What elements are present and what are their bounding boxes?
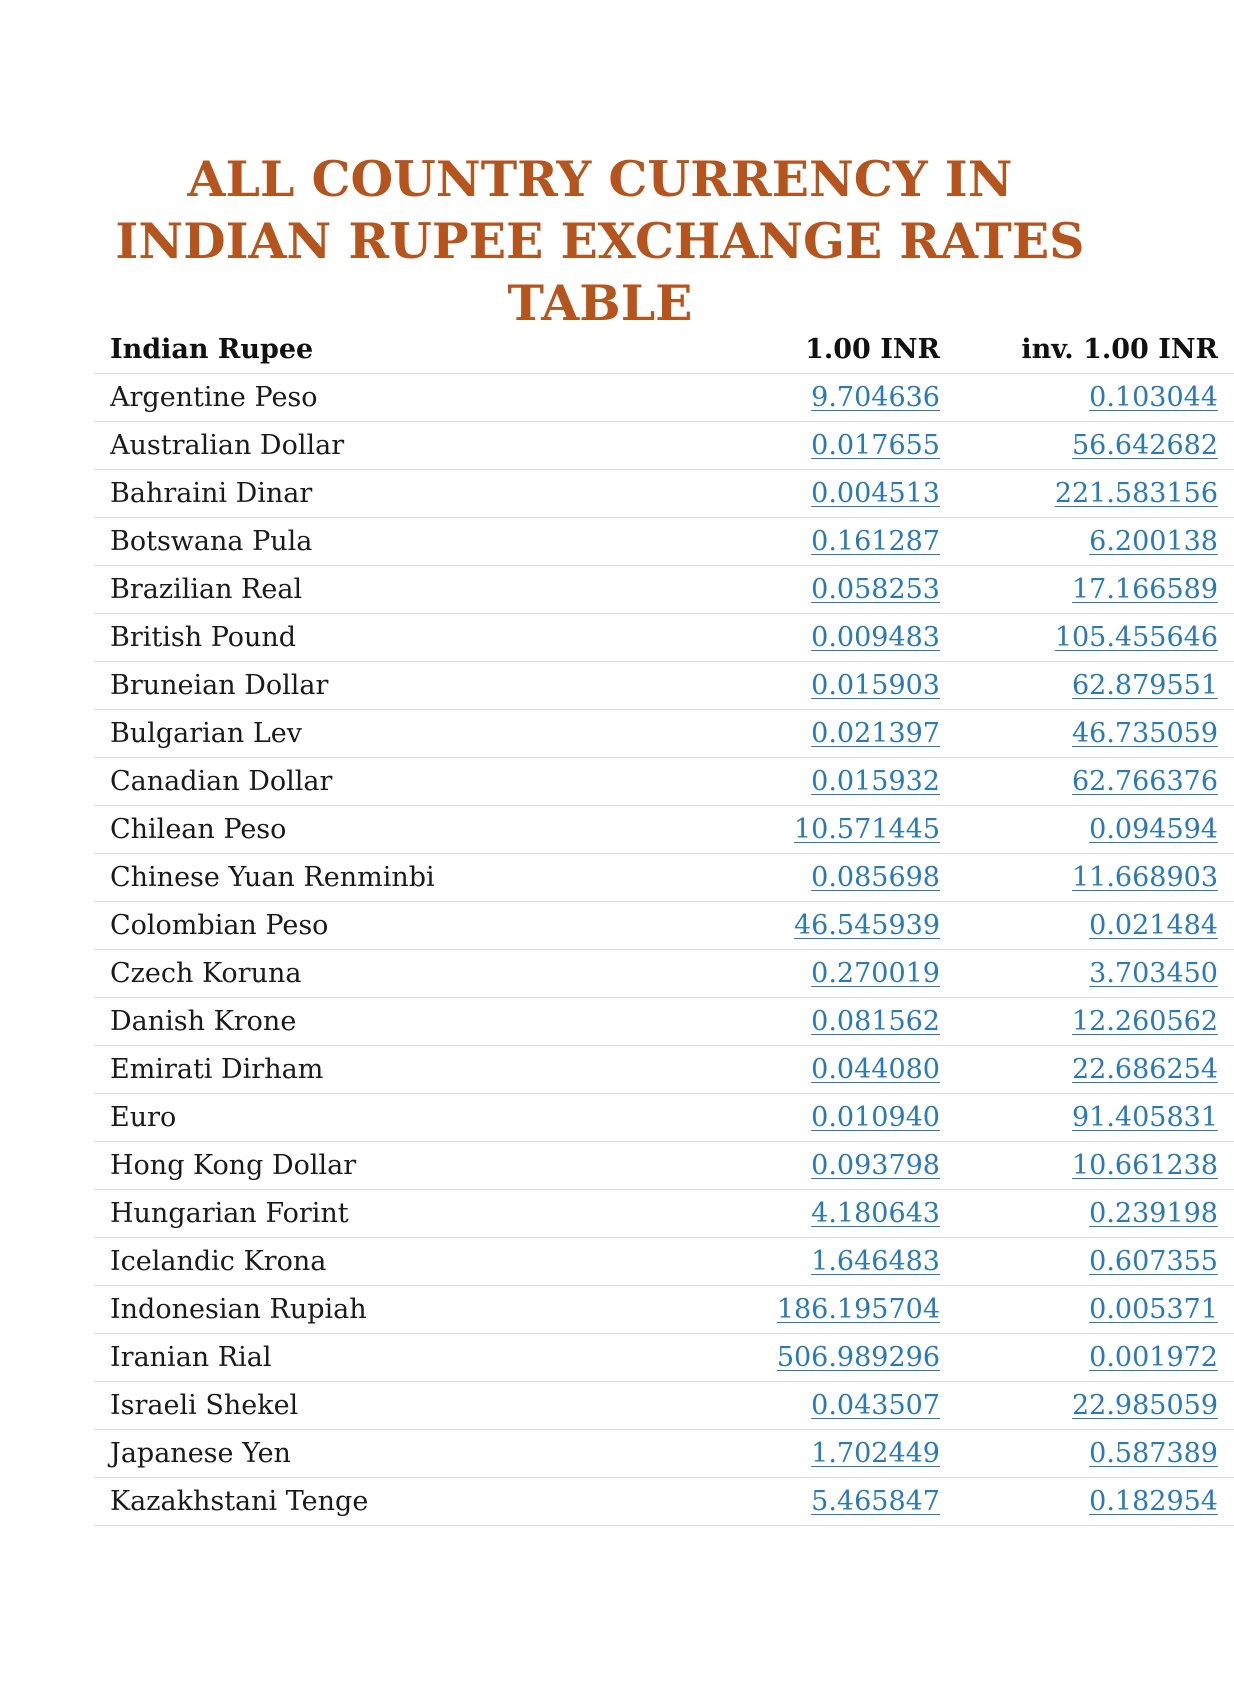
header-rate: 1.00 INR bbox=[670, 326, 940, 374]
currency-name: Danish Krone bbox=[94, 998, 670, 1046]
currency-name: Israeli Shekel bbox=[94, 1382, 670, 1430]
table-row bbox=[94, 1382, 1234, 1430]
rate-link[interactable]: 1.646483 bbox=[811, 1246, 940, 1277]
rate-cell bbox=[670, 902, 940, 950]
currency-name: Kazakhstani Tenge bbox=[94, 1478, 670, 1526]
rate-cell bbox=[670, 1286, 940, 1334]
currency-name: Argentine Peso bbox=[94, 374, 670, 422]
currency-name: Hong Kong Dollar bbox=[94, 1142, 670, 1190]
table-row bbox=[94, 998, 1234, 1046]
currency-name: Icelandic Krona bbox=[94, 1238, 670, 1286]
inverse-rate-cell bbox=[940, 614, 1234, 662]
currency-name: Chinese Yuan Renminbi bbox=[94, 854, 670, 902]
rate-link[interactable]: 0.009483 bbox=[811, 622, 940, 653]
inverse-rate-cell bbox=[940, 1238, 1234, 1286]
inverse-rate-link[interactable]: 17.166589 bbox=[1071, 574, 1218, 605]
rate-link[interactable]: 0.043507 bbox=[811, 1390, 940, 1421]
inverse-rate-cell bbox=[940, 806, 1234, 854]
table-row bbox=[94, 374, 1234, 422]
table-row bbox=[94, 1046, 1234, 1094]
rate-link[interactable]: 9.704636 bbox=[811, 382, 940, 413]
rate-cell bbox=[670, 518, 940, 566]
rate-link[interactable]: 0.017655 bbox=[811, 430, 940, 461]
inverse-rate-cell bbox=[940, 422, 1234, 470]
rate-cell bbox=[670, 1430, 940, 1478]
inverse-rate-link[interactable]: 0.103044 bbox=[1089, 382, 1218, 413]
currency-name: Canadian Dollar bbox=[94, 758, 670, 806]
table-row bbox=[94, 902, 1234, 950]
table-row bbox=[94, 806, 1234, 854]
inverse-rate-link[interactable]: 46.735059 bbox=[1071, 718, 1218, 749]
currency-name: Iranian Rial bbox=[94, 1334, 670, 1382]
inverse-rate-link[interactable]: 22.686254 bbox=[1071, 1054, 1218, 1085]
inverse-rate-link[interactable]: 10.661238 bbox=[1071, 1150, 1218, 1181]
inverse-rate-cell bbox=[940, 758, 1234, 806]
rate-link[interactable]: 0.021397 bbox=[811, 718, 940, 749]
inverse-rate-cell bbox=[940, 374, 1234, 422]
inverse-rate-cell bbox=[940, 902, 1234, 950]
table-row bbox=[94, 854, 1234, 902]
currency-name: Australian Dollar bbox=[94, 422, 670, 470]
inverse-rate-cell bbox=[940, 1286, 1234, 1334]
table-row bbox=[94, 1334, 1234, 1382]
table-row bbox=[94, 1286, 1234, 1334]
currency-name: Hungarian Forint bbox=[94, 1190, 670, 1238]
rate-link[interactable]: 0.015903 bbox=[811, 670, 940, 701]
currency-name: Czech Koruna bbox=[94, 950, 670, 998]
currency-name: Bulgarian Lev bbox=[94, 710, 670, 758]
rate-link[interactable]: 0.010940 bbox=[811, 1102, 940, 1133]
rate-cell bbox=[670, 662, 940, 710]
rate-link[interactable]: 46.545939 bbox=[793, 910, 940, 941]
inverse-rate-cell bbox=[940, 1334, 1234, 1382]
currency-name: Bahraini Dinar bbox=[94, 470, 670, 518]
rate-link[interactable]: 1.702449 bbox=[811, 1438, 940, 1469]
inverse-rate-cell bbox=[940, 854, 1234, 902]
table-row bbox=[94, 470, 1234, 518]
rate-cell bbox=[670, 1046, 940, 1094]
rate-cell bbox=[670, 1334, 940, 1382]
currency-name: Colombian Peso bbox=[94, 902, 670, 950]
inverse-rate-link[interactable]: 22.985059 bbox=[1071, 1390, 1218, 1421]
table-row bbox=[94, 1142, 1234, 1190]
inverse-rate-link[interactable]: 221.583156 bbox=[1054, 478, 1218, 509]
inverse-rate-cell bbox=[940, 1478, 1234, 1526]
table-row bbox=[94, 1190, 1234, 1238]
table-row bbox=[94, 1238, 1234, 1286]
rate-link[interactable]: 0.270019 bbox=[811, 958, 940, 989]
rate-link[interactable]: 0.015932 bbox=[811, 766, 940, 797]
inverse-rate-link[interactable]: 0.182954 bbox=[1089, 1486, 1218, 1517]
inverse-rate-link[interactable]: 0.005371 bbox=[1089, 1294, 1218, 1325]
inverse-rate-cell bbox=[940, 1094, 1234, 1142]
rate-cell bbox=[670, 710, 940, 758]
inverse-rate-cell bbox=[940, 1430, 1234, 1478]
rate-cell bbox=[670, 1094, 940, 1142]
inverse-rate-link[interactable]: 0.094594 bbox=[1089, 814, 1218, 845]
rate-link[interactable]: 0.093798 bbox=[811, 1150, 940, 1181]
inverse-rate-cell bbox=[940, 1190, 1234, 1238]
inverse-rate-cell bbox=[940, 1382, 1234, 1430]
rate-link[interactable]: 0.044080 bbox=[811, 1054, 940, 1085]
table-row bbox=[94, 1094, 1234, 1142]
table-row bbox=[94, 662, 1234, 710]
rate-link[interactable]: 0.085698 bbox=[811, 862, 940, 893]
inverse-rate-link[interactable]: 56.642682 bbox=[1071, 430, 1218, 461]
inverse-rate-link[interactable]: 105.455646 bbox=[1054, 622, 1218, 653]
inverse-rate-link[interactable]: 11.668903 bbox=[1071, 862, 1218, 893]
rate-cell bbox=[670, 614, 940, 662]
rate-link[interactable]: 5.465847 bbox=[811, 1486, 940, 1517]
inverse-rate-link[interactable]: 0.021484 bbox=[1089, 910, 1218, 941]
page-title: ALL COUNTRY CURRENCY IN INDIAN RUPEE EXCHANGE RATES TABLE bbox=[115, 150, 1085, 332]
table-row bbox=[94, 422, 1234, 470]
rate-link[interactable]: 0.161287 bbox=[811, 526, 940, 557]
table-row bbox=[94, 566, 1234, 614]
currency-name: Chilean Peso bbox=[94, 806, 670, 854]
inverse-rate-link[interactable]: 91.405831 bbox=[1071, 1102, 1218, 1133]
rate-cell bbox=[670, 998, 940, 1046]
inverse-rate-cell bbox=[940, 518, 1234, 566]
currency-name: Euro bbox=[94, 1094, 670, 1142]
inverse-rate-cell bbox=[940, 1142, 1234, 1190]
rate-cell bbox=[670, 422, 940, 470]
rate-link[interactable]: 506.989296 bbox=[776, 1342, 940, 1373]
rate-cell bbox=[670, 1478, 940, 1526]
table-row bbox=[94, 758, 1234, 806]
inverse-rate-link[interactable]: 0.239198 bbox=[1089, 1198, 1218, 1229]
table-body bbox=[94, 374, 1234, 1526]
rate-cell bbox=[670, 1190, 940, 1238]
table-header-row bbox=[94, 326, 1234, 374]
rate-cell bbox=[670, 854, 940, 902]
rate-cell bbox=[670, 758, 940, 806]
rate-cell bbox=[670, 950, 940, 998]
table-row bbox=[94, 518, 1234, 566]
currency-name: Bruneian Dollar bbox=[94, 662, 670, 710]
rate-link[interactable]: 0.058253 bbox=[811, 574, 940, 605]
inverse-rate-link[interactable]: 0.001972 bbox=[1089, 1342, 1218, 1373]
currency-name: Japanese Yen bbox=[94, 1430, 670, 1478]
inverse-rate-link[interactable]: 6.200138 bbox=[1089, 526, 1218, 557]
currency-name: Brazilian Real bbox=[94, 566, 670, 614]
currency-name: Botswana Pula bbox=[94, 518, 670, 566]
rate-cell bbox=[670, 374, 940, 422]
inverse-rate-cell bbox=[940, 710, 1234, 758]
rate-cell bbox=[670, 566, 940, 614]
rate-cell bbox=[670, 1238, 940, 1286]
rate-link[interactable]: 186.195704 bbox=[776, 1294, 940, 1325]
table-row bbox=[94, 710, 1234, 758]
rate-link[interactable]: 0.081562 bbox=[811, 1006, 940, 1037]
table-row bbox=[94, 950, 1234, 998]
rate-cell bbox=[670, 1382, 940, 1430]
currency-name: British Pound bbox=[94, 614, 670, 662]
table-row bbox=[94, 614, 1234, 662]
rate-cell bbox=[670, 1142, 940, 1190]
header-currency: Indian Rupee bbox=[94, 326, 670, 374]
inverse-rate-link[interactable]: 62.766376 bbox=[1071, 766, 1218, 797]
currency-name: Emirati Dirham bbox=[94, 1046, 670, 1094]
inverse-rate-cell bbox=[940, 470, 1234, 518]
rate-link[interactable]: 10.571445 bbox=[793, 814, 940, 845]
inverse-rate-link[interactable]: 62.879551 bbox=[1071, 670, 1218, 701]
inverse-rate-cell bbox=[940, 662, 1234, 710]
rate-link[interactable]: 4.180643 bbox=[811, 1198, 940, 1229]
inverse-rate-cell bbox=[940, 1046, 1234, 1094]
inverse-rate-link[interactable]: 0.587389 bbox=[1089, 1438, 1218, 1469]
rate-link[interactable]: 0.004513 bbox=[811, 478, 940, 509]
inverse-rate-cell bbox=[940, 566, 1234, 614]
currency-name: Indonesian Rupiah bbox=[94, 1286, 670, 1334]
inverse-rate-link[interactable]: 3.703450 bbox=[1089, 958, 1218, 989]
inverse-rate-link[interactable]: 12.260562 bbox=[1071, 1006, 1218, 1037]
rate-cell bbox=[670, 470, 940, 518]
rate-cell bbox=[670, 806, 940, 854]
table-row bbox=[94, 1478, 1234, 1526]
exchange-rates-table bbox=[94, 326, 1234, 1526]
inverse-rate-link[interactable]: 0.607355 bbox=[1089, 1246, 1218, 1277]
table-row bbox=[94, 1430, 1234, 1478]
header-inverse-rate: inv. 1.00 INR bbox=[940, 326, 1234, 374]
inverse-rate-cell bbox=[940, 950, 1234, 998]
inverse-rate-cell bbox=[940, 998, 1234, 1046]
